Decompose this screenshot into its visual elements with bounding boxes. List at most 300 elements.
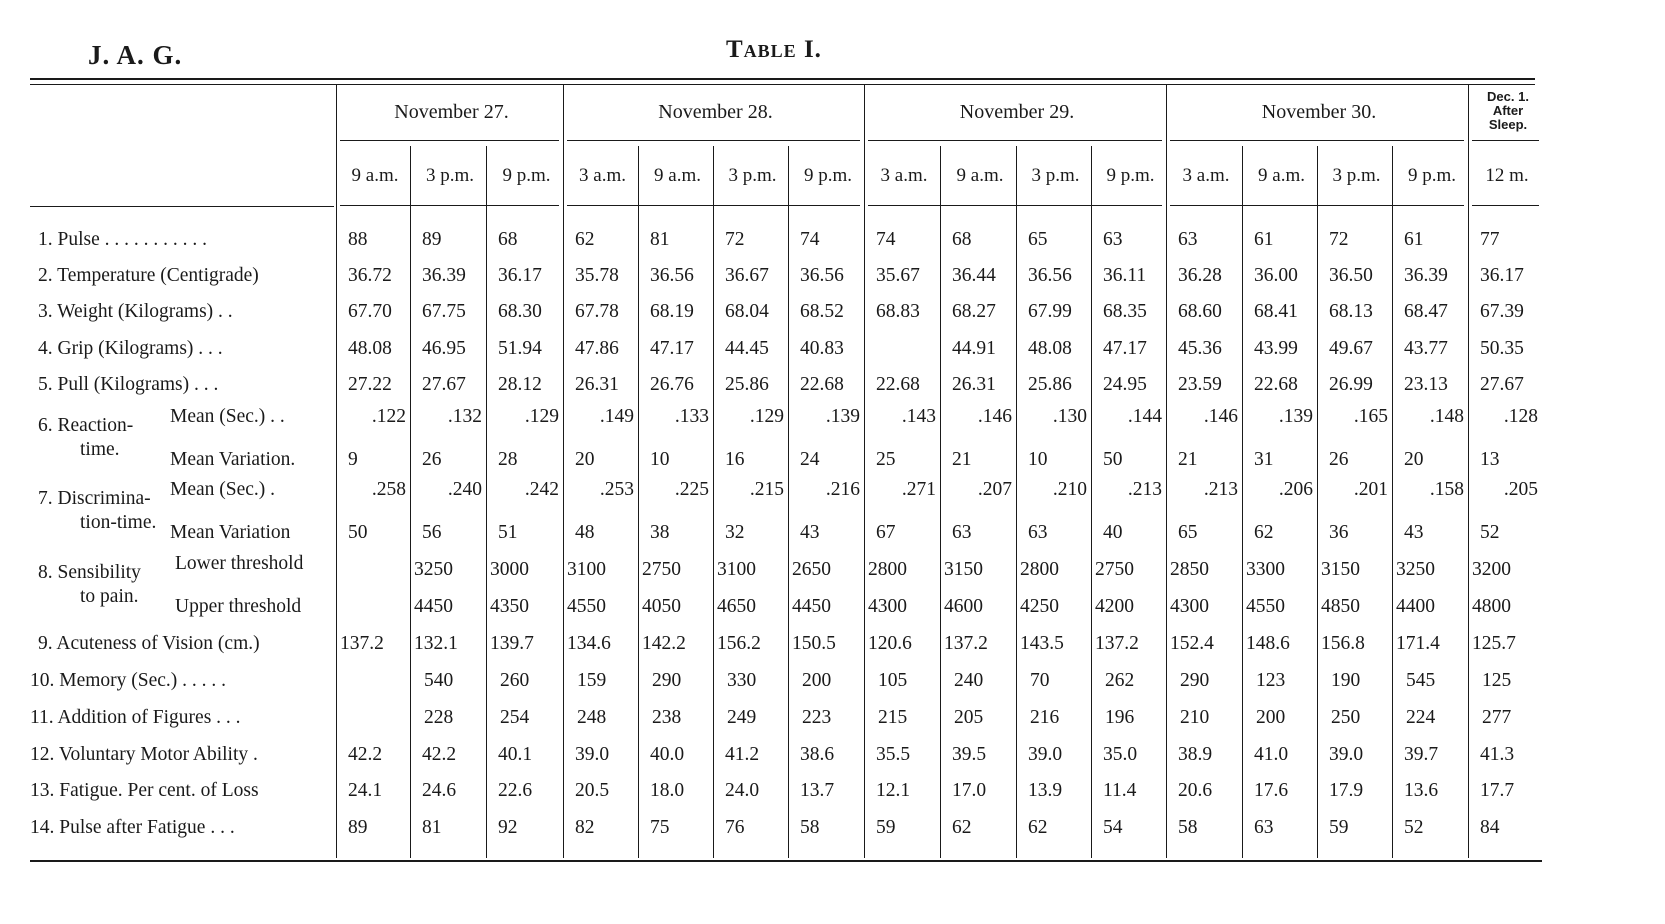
table-cell: 51	[498, 522, 518, 543]
table-cell: 28	[498, 449, 518, 470]
table-cell: .210	[1052, 479, 1087, 500]
table-cell: 36.50	[1329, 265, 1373, 286]
table-cell: 40.0	[650, 744, 685, 765]
time-column-header: 3 a.m.	[579, 165, 626, 186]
table-cell: 3150	[944, 559, 983, 580]
table-cell: 36.56	[800, 265, 844, 286]
table-cell: 10	[1028, 449, 1048, 470]
table-cell: 248	[577, 707, 607, 728]
table-title: Table I.	[726, 36, 822, 63]
table-cell: 38.9	[1178, 744, 1213, 765]
table-cell: 25.86	[1028, 374, 1072, 395]
table-cell: 82	[575, 817, 595, 838]
table-cell: 4300	[868, 596, 907, 617]
table-cell: 4450	[792, 596, 831, 617]
table-cell: 17.6	[1254, 780, 1289, 801]
table-cell: .225	[674, 479, 709, 500]
table-cell: 16	[725, 449, 745, 470]
table-cell: 2750	[1095, 559, 1134, 580]
table-cell: 40.1	[498, 744, 533, 765]
row-sub-label: Lower threshold	[175, 553, 304, 574]
table-cell: 3100	[567, 559, 606, 580]
table-cell: 26	[1329, 449, 1349, 470]
day-header-rule	[567, 140, 860, 141]
table-cell: 26.99	[1329, 374, 1373, 395]
table-cell: 58	[1178, 817, 1198, 838]
row-label: 12. Voluntary Motor Ability .	[30, 744, 258, 765]
table-cell: 23.13	[1404, 374, 1448, 395]
table-cell	[876, 336, 942, 362]
time-column-header: 3 a.m.	[1182, 165, 1230, 186]
table-cell: .215	[749, 479, 784, 500]
table-cell: .133	[674, 406, 709, 427]
table-cell: 50	[348, 522, 368, 543]
table-cell: 81	[422, 817, 442, 838]
table-cell: 36	[1329, 522, 1349, 543]
table-cell: .139	[825, 406, 860, 427]
table-cell: 38.6	[800, 744, 835, 765]
row-group-label	[38, 414, 133, 462]
table-cell: 4800	[1472, 596, 1511, 617]
table-cell: 67.75	[422, 301, 466, 322]
table-cell: 48.08	[348, 338, 392, 359]
day-header-rule	[1170, 140, 1464, 141]
table-cell: .216	[825, 479, 860, 500]
table-cell: 26.76	[650, 374, 694, 395]
table-cell: 62	[1254, 522, 1274, 543]
row-label: 3. Weight (Kilograms) . .	[38, 301, 233, 322]
table-cell: 13.9	[1028, 780, 1063, 801]
table-cell: 17.0	[952, 780, 987, 801]
day-header-2: November 28.	[658, 101, 773, 123]
table-cell: 4550	[1246, 596, 1285, 617]
row-label: 1. Pulse . . . . . . . . . . .	[38, 229, 208, 250]
table-cell: 4600	[944, 596, 983, 617]
table-cell: 277	[1482, 707, 1512, 728]
table-cell: 123	[1256, 670, 1286, 691]
table-cell: 36.39	[422, 265, 466, 286]
time-column-header: 3 p.m.	[1031, 165, 1080, 186]
table-cell: 36.56	[650, 265, 694, 286]
table-cell: 39.0	[575, 744, 610, 765]
table-cell: 216	[1030, 707, 1060, 728]
table-cell: 2800	[868, 559, 907, 580]
table-cell: 159	[577, 670, 607, 691]
row-sub-label: Mean (Sec.) . .	[170, 406, 285, 427]
group-label-line: 6. Reaction-	[38, 415, 134, 436]
table-cell: 40	[1103, 522, 1123, 543]
table-cell	[350, 705, 412, 731]
label-header-rule	[30, 206, 334, 207]
table-cell: 61	[1254, 229, 1274, 250]
table-cell: 75	[650, 817, 670, 838]
group-label-line: tion-time.	[80, 512, 157, 533]
table-cell: 24.95	[1103, 374, 1147, 395]
time-header-rule	[1170, 205, 1464, 206]
table-cell: .146	[1203, 406, 1238, 427]
table-cell: 59	[1329, 817, 1349, 838]
table-cell: 27.67	[422, 374, 466, 395]
table-cell: 205	[954, 707, 984, 728]
table-cell: 47.17	[650, 338, 694, 359]
table-cell: 32	[725, 522, 745, 543]
table-cell: 330	[727, 670, 757, 691]
table-cell: 18.0	[650, 780, 685, 801]
table-cell: 63	[1028, 522, 1048, 543]
time-column-header: 9 p.m.	[803, 165, 853, 186]
table-cell: 81	[650, 229, 670, 250]
table-cell: 36.39	[1404, 265, 1448, 286]
table-cell: 20	[1404, 449, 1424, 470]
table-cell: 68.27	[952, 301, 996, 322]
table-cell: 4450	[414, 596, 453, 617]
table-cell: 134.6	[567, 633, 611, 654]
table-cell: 50.35	[1480, 338, 1524, 359]
table-cell: 67.39	[1480, 301, 1524, 322]
table-cell: 39.0	[1028, 744, 1063, 765]
table-cell: 68.47	[1404, 301, 1448, 322]
group-label-line: to pain.	[80, 586, 139, 607]
table-cell: 63	[1254, 817, 1274, 838]
table-cell: 20	[575, 449, 595, 470]
table-cell: 35.67	[876, 265, 920, 286]
table-cell	[340, 557, 412, 583]
table-cell: 26.31	[952, 374, 996, 395]
table-cell: 89	[348, 817, 368, 838]
table-cell: 48	[575, 522, 595, 543]
table-cell: 68	[498, 229, 518, 250]
table-cell: 49.67	[1329, 338, 1373, 359]
table-cell: 290	[1180, 670, 1210, 691]
time-column-header: 3 p.m.	[1332, 165, 1381, 186]
table-cell: 156.8	[1321, 633, 1365, 654]
table-cell: 210	[1180, 707, 1210, 728]
table-cell: 4050	[642, 596, 681, 617]
table-cell: 200	[1256, 707, 1286, 728]
table-cell: 4200	[1095, 596, 1134, 617]
table-cell: 9	[348, 449, 358, 470]
day-header-rule	[340, 140, 559, 141]
table-cell: 21	[952, 449, 972, 470]
table-cell: .242	[524, 479, 559, 500]
row-sub-label: Mean Variation.	[170, 449, 296, 470]
table-cell: 4550	[567, 596, 606, 617]
table-cell: 74	[800, 229, 820, 250]
table-cell: 120.6	[868, 633, 912, 654]
table-cell: 290	[652, 670, 682, 691]
table-cell: 31	[1254, 449, 1274, 470]
table-cell: 43	[800, 522, 820, 543]
day-header-1: November 27.	[394, 101, 509, 123]
table-cell: 58	[800, 817, 820, 838]
table-cell: 47.86	[575, 338, 619, 359]
table-cell: .206	[1278, 479, 1313, 500]
table-cell: 65	[1178, 522, 1198, 543]
table-cell: 36.72	[348, 265, 392, 286]
table-cell: 63	[1103, 229, 1123, 250]
table-cell: .139	[1278, 406, 1313, 427]
table-cell: 17.9	[1329, 780, 1364, 801]
table-cell: 27.22	[348, 374, 392, 395]
table-cell: 10	[650, 449, 670, 470]
table-cell: 143.5	[1020, 633, 1064, 654]
table-cell: 137.2	[944, 633, 988, 654]
table-cell: .205	[1503, 479, 1538, 500]
table-cell: 3100	[717, 559, 756, 580]
table-cell: 223	[802, 707, 832, 728]
table-cell: 92	[498, 817, 518, 838]
table-cell: .271	[901, 479, 936, 500]
table-cell: 238	[652, 707, 682, 728]
table-cell: 68.13	[1329, 301, 1373, 322]
table-cell: 67.99	[1028, 301, 1072, 322]
table-cell: 249	[727, 707, 757, 728]
table-cell: 13.7	[800, 780, 835, 801]
day-header-dec-1	[1472, 90, 1544, 132]
table-cell: 41.3	[1480, 744, 1515, 765]
table-cell: 52	[1404, 817, 1424, 838]
group-label-line: time.	[80, 439, 120, 460]
table-cell: 42.2	[422, 744, 457, 765]
table-cell: 43.77	[1404, 338, 1448, 359]
table-cell: 84	[1480, 817, 1500, 838]
table-cell: 68.52	[800, 301, 844, 322]
table-cell: 4400	[1396, 596, 1435, 617]
table-cell: 22.68	[876, 374, 920, 395]
table-cell: 22.68	[1254, 374, 1298, 395]
table-cell: 2850	[1170, 559, 1209, 580]
table-cell: 260	[500, 670, 530, 691]
subject-initials: J. A. G.	[88, 40, 183, 70]
time-header-rule	[340, 205, 559, 206]
table-cell: .201	[1353, 479, 1388, 500]
table-cell: 13	[1480, 449, 1500, 470]
table-cell: 22.68	[800, 374, 844, 395]
table-cell: 89	[422, 229, 442, 250]
table-cell: 3150	[1321, 559, 1360, 580]
table-cell: 68.19	[650, 301, 694, 322]
row-label: 11. Addition of Figures . . .	[30, 707, 241, 728]
table-cell: 137.2	[1095, 633, 1139, 654]
time-column-header: 9 p.m.	[1407, 165, 1457, 186]
table-cell: 3250	[1396, 559, 1435, 580]
table-cell: 59	[876, 817, 896, 838]
table-cell: 262	[1105, 670, 1135, 691]
table-cell: 150.5	[792, 633, 836, 654]
table-cell: 68.04	[725, 301, 769, 322]
time-column-header: 9 a.m.	[654, 165, 701, 186]
table-cell: 24.0	[725, 780, 760, 801]
table-cell: 63	[1178, 229, 1198, 250]
table-cell: 67.78	[575, 301, 619, 322]
dec-header-line: Sleep.	[1488, 117, 1528, 132]
table-cell	[350, 668, 412, 694]
table-cell: 35.0	[1103, 744, 1138, 765]
table-cell: 137.2	[340, 633, 384, 654]
table-cell	[340, 594, 412, 620]
day-divider-line	[336, 84, 337, 858]
table-cell: 68.83	[876, 301, 920, 322]
table-cell: 36.11	[1103, 265, 1147, 286]
table-cell: 190	[1331, 670, 1361, 691]
table-cell: 125	[1482, 670, 1512, 691]
table-cell: 156.2	[717, 633, 761, 654]
table-cell: 68.30	[498, 301, 542, 322]
table-cell: .146	[977, 406, 1012, 427]
time-column-header: 9 a.m.	[956, 165, 1004, 186]
table-cell: 44.91	[952, 338, 996, 359]
row-group-label	[38, 487, 156, 535]
table-cell: 25	[876, 449, 896, 470]
table-cell: 25.86	[725, 374, 769, 395]
row-sub-label: Mean Variation	[170, 522, 291, 543]
table-cell: 68.35	[1103, 301, 1147, 322]
table-cell: .148	[1429, 406, 1464, 427]
table-cell: 540	[424, 670, 454, 691]
time-header-rule	[868, 205, 1162, 206]
table-cell: 23.59	[1178, 374, 1222, 395]
table-cell: 41.2	[725, 744, 760, 765]
table-cell: 39.7	[1404, 744, 1439, 765]
table-cell: 4850	[1321, 596, 1360, 617]
table-cell: 56	[422, 522, 442, 543]
table-cell: 2650	[792, 559, 831, 580]
top-rule	[30, 78, 1535, 80]
table-cell: .130	[1052, 406, 1087, 427]
table-cell: 3300	[1246, 559, 1285, 580]
time-column-header: 9 p.m.	[1106, 165, 1155, 186]
table-cell: 2750	[642, 559, 681, 580]
row-label: 14. Pulse after Fatigue . . .	[30, 817, 235, 838]
table-cell: 74	[876, 229, 896, 250]
table-cell: 41.0	[1254, 744, 1289, 765]
table-cell: 125.7	[1472, 633, 1516, 654]
table-cell: 139.7	[490, 633, 534, 654]
table-cell: 46.95	[422, 338, 466, 359]
table-cell: 4300	[1170, 596, 1209, 617]
table-cell: 52	[1480, 522, 1500, 543]
table-cell: 4350	[490, 596, 529, 617]
table-cell: 2800	[1020, 559, 1059, 580]
table-cell: 67	[876, 522, 896, 543]
table-cell: 105	[878, 670, 908, 691]
table-cell: .165	[1353, 406, 1388, 427]
table-cell: 3200	[1472, 559, 1511, 580]
table-cell: .122	[371, 406, 406, 427]
table-cell: 62	[575, 229, 595, 250]
table-cell: 24.6	[422, 780, 457, 801]
table-cell: 152.4	[1170, 633, 1214, 654]
table-cell: 88	[348, 229, 368, 250]
table-cell: 148.6	[1246, 633, 1290, 654]
time-column-header: 12 m.	[1485, 165, 1529, 186]
dec-header-line: Dec. 1.	[1487, 89, 1529, 104]
table-cell: 42.2	[348, 744, 383, 765]
table-cell: 35.78	[575, 265, 619, 286]
day-header-rule	[868, 140, 1162, 141]
table-cell: 36.17	[1480, 265, 1524, 286]
table-cell: 72	[725, 229, 745, 250]
table-cell: 196	[1105, 707, 1135, 728]
table-cell: 28.12	[498, 374, 542, 395]
table-cell: .207	[977, 479, 1012, 500]
row-label: 4. Grip (Kilograms) . . .	[38, 338, 223, 359]
table-cell: 17.7	[1480, 780, 1515, 801]
table-cell: 224	[1406, 707, 1436, 728]
table-cell: 51.94	[498, 338, 542, 359]
row-label: 10. Memory (Sec.) . . . . .	[30, 670, 227, 691]
time-column-header: 3 a.m.	[880, 165, 928, 186]
table-cell: .253	[599, 479, 634, 500]
table-cell: 61	[1404, 229, 1424, 250]
table-cell: .240	[447, 479, 482, 500]
table-cell: 70	[1030, 670, 1050, 691]
row-group-label	[38, 561, 141, 609]
group-label-line: 7. Discrimina-	[38, 488, 151, 509]
table-cell: 63	[952, 522, 972, 543]
table-cell: .143	[901, 406, 936, 427]
table-cell: 36.67	[725, 265, 769, 286]
table-cell: 21	[1178, 449, 1198, 470]
table-cell: 254	[500, 707, 530, 728]
table-cell: 20.5	[575, 780, 610, 801]
table-cell: 43	[1404, 522, 1424, 543]
table-cell: 77	[1480, 229, 1500, 250]
table-cell: .158	[1429, 479, 1464, 500]
table-cell: 65	[1028, 229, 1048, 250]
table-cell: 44.45	[725, 338, 769, 359]
table-cell: 36.44	[952, 265, 996, 286]
table-cell: .144	[1127, 406, 1162, 427]
row-sub-label: Mean (Sec.) .	[170, 479, 276, 500]
table-cell: 68	[952, 229, 972, 250]
table-cell: 26	[422, 449, 442, 470]
table-cell: 13.6	[1404, 780, 1439, 801]
table-cell: 250	[1331, 707, 1361, 728]
table-cell: 27.67	[1480, 374, 1524, 395]
row-label: 13. Fatigue. Per cent. of Loss	[30, 780, 259, 801]
day-header-3: November 29.	[959, 101, 1075, 123]
table-cell: 48.08	[1028, 338, 1072, 359]
table-cell: 35.5	[876, 744, 911, 765]
table-cell: 4250	[1020, 596, 1059, 617]
table-cell: 40.83	[800, 338, 844, 359]
table-cell: 22.6	[498, 780, 533, 801]
bottom-rule	[30, 860, 1542, 862]
table-cell: 26.31	[575, 374, 619, 395]
time-column-header: 9 a.m.	[1258, 165, 1305, 186]
table-cell: 36.56	[1028, 265, 1072, 286]
table-cell: 50	[1103, 449, 1123, 470]
table-cell: 39.0	[1329, 744, 1364, 765]
table-cell: .129	[749, 406, 784, 427]
table-cell: 76	[725, 817, 745, 838]
row-label: 5. Pull (Kilograms) . . .	[38, 374, 219, 395]
table-cell: 132.1	[414, 633, 458, 654]
time-header-rule	[567, 205, 860, 206]
row-label: 9. Acuteness of Vision (cm.)	[38, 633, 260, 654]
table-cell: 54	[1103, 817, 1123, 838]
table-cell: 200	[802, 670, 832, 691]
table-cell: 62	[952, 817, 972, 838]
table-cell: 228	[424, 707, 454, 728]
table-cell: 171.4	[1396, 633, 1440, 654]
table-cell: 38	[650, 522, 670, 543]
time-header-rule	[1472, 205, 1539, 206]
row-sub-label: Upper threshold	[175, 596, 302, 617]
table-cell: 24	[800, 449, 820, 470]
table-cell: 12.1	[876, 780, 911, 801]
